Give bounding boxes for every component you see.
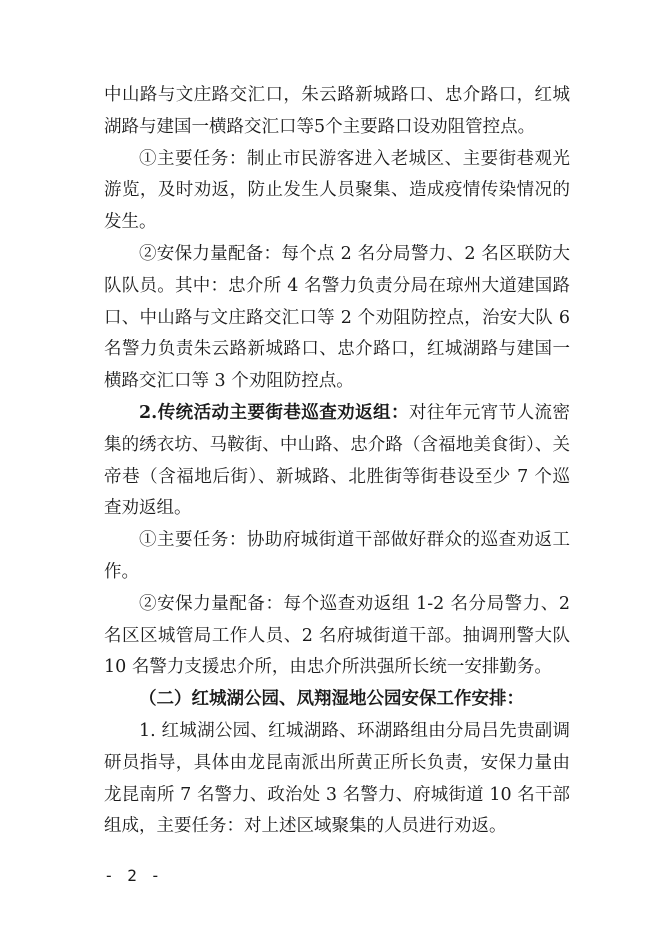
section-2-lead: 2.传统活动主要街巷巡查劝返组： — [139, 402, 409, 423]
section-2-body: 对往年元宵节人流密集的绣衣坊、马鞍街、中山路、忠介路（含福地美食街）、关帝巷（含福地后街）、新城路、北胜街等街巷设至少 7 个巡查劝返组。 — [104, 402, 570, 519]
document-page — [104, 80, 570, 843]
section-heading-parks: （二）红城湖公园、凤翔湿地公园安保工作安排： — [139, 689, 524, 710]
paragraph-main-task-1: ①主要任务：制止市民游客进入老城区、主要街巷观光游览，及时劝返，防止发生人员聚集、造成疫情传染情况的发生。 — [104, 148, 570, 233]
paragraph-section-2 — [104, 398, 570, 525]
paragraph-parks-item-1: 1. 红城湖公园、红城湖路、环湖路组由分局吕先贵副调研员指导，具体由龙昆南派出所黄正所长负责，安保力量由龙昆南所 7 名警力、政治处 3 名警力、府城街道 10 名干部组成，主要任务：对上述区域聚集的人员进行劝返。 — [104, 720, 570, 837]
paragraph-security-force-1: ②安保力量配备：每个点 2 名分局警力、2 名区联防大队队员。其中：忠介所 4 名警力负责分局在琼州大道建国路口、中山路与文庄路交汇口等 2 个劝阻防控点，治安大队 6 名警力负责朱云路新城路口、忠介路口，红城湖路与建国一横路交汇口等 3 个劝阻防控点。 — [104, 243, 570, 392]
page-number: - 2 - — [104, 866, 163, 885]
paragraph-main-task-2: ①主要任务：协助府城街道干部做好群众的巡查劝返工作。 — [104, 530, 570, 582]
paragraph-intersections: 中山路与文庄路交汇口，朱云路新城路口、忠介路口，红城湖路与建国一横路交汇口等5个主要路口设劝阻管控点。 — [104, 85, 570, 137]
paragraph-security-force-2: ②安保力量配备：每个巡查劝返组 1-2 名分局警力、2 名区区城管局工作人员、2 名府城街道干部。抽调刑警大队 10 名警力支援忠介所，由忠介所洪强所长统一安排勤务。 — [104, 593, 570, 678]
